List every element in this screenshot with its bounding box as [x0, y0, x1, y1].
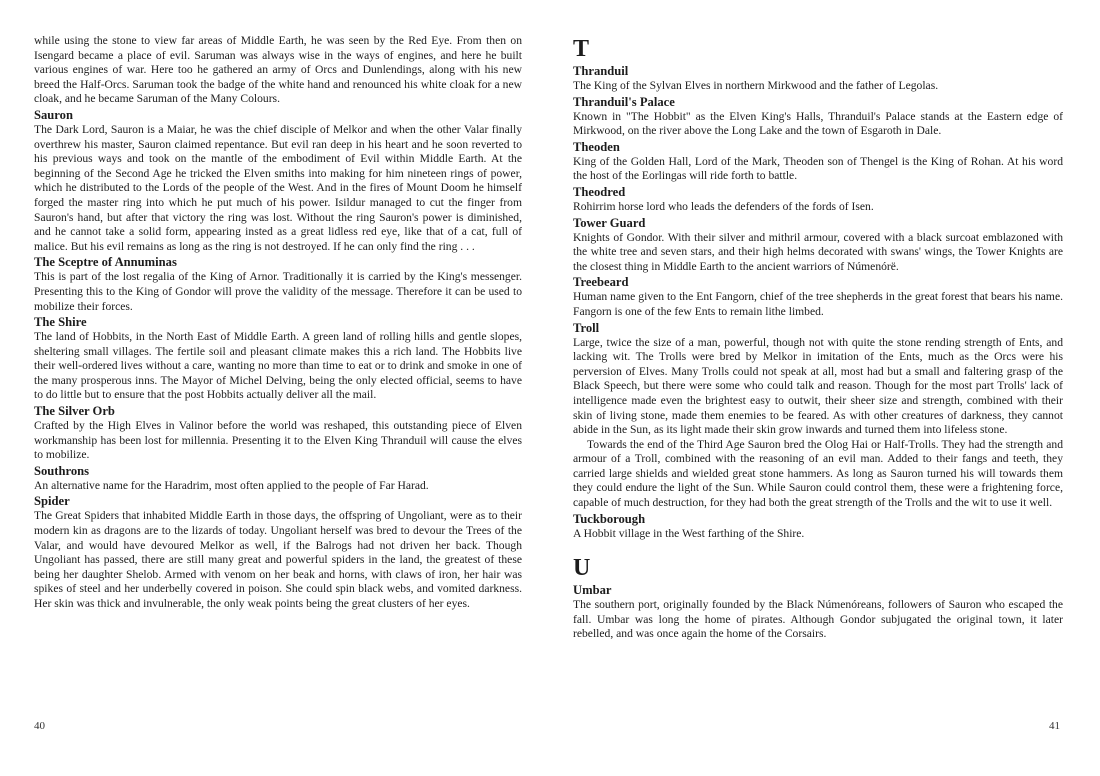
section-letter-t: T: [573, 36, 590, 62]
entry-paragraph: The land of Hobbits, in the North East of Middle Earth. A green land of rolling hills and gentle slopes, sheltering small villages. The fertile soil and pleasant climate makes this a rich land. The Hobbits live their well-ordered lives without a care, wanting no more than time to eat or to drink and smoke in one of the many prosperous inns. The Mayor of Michel Delving, being the only elected official, seems to have to do little but to ensure that the post Hobbits actually deliver all the mail.: [34, 330, 522, 402]
entry-body: [573, 79, 1063, 94]
entry-body: [573, 598, 1063, 642]
right-page: [573, 0, 1063, 776]
entry-tuckborough: [573, 512, 1063, 542]
entries-t: [573, 64, 1063, 541]
entry-theoden: [573, 140, 1063, 184]
entry-southrons: [34, 464, 522, 494]
entry-title: Umbar: [573, 583, 612, 598]
entry-the-shire: [34, 315, 522, 403]
entry-title: Spider: [34, 494, 70, 509]
entry-title: Thranduil's Palace: [573, 94, 675, 109]
entry-title: The Sceptre of Annuminas: [34, 255, 177, 270]
entry-body: [34, 123, 522, 254]
entry-body: [573, 290, 1063, 319]
left-entries: [34, 108, 522, 612]
entry-body: [34, 419, 522, 463]
intro-paragraph: [34, 34, 522, 107]
page-number-right: 41: [1049, 720, 1060, 732]
entry-paragraph: King of the Golden Hall, Lord of the Mark, Theoden son of Thengel is the King of Rohan. At his word the host of the Eorlingas will ride forth to battle.: [573, 154, 1063, 183]
entry-paragraph: The Dark Lord, Sauron is a Maiar, he was the chief disciple of Melkor and when the other Valar finally overthrew his master, Sauron claimed repentance. But evil ran deep in his heart and he soon reverted to his previous ways and took on the mantle of the embodiment of Evil within Middle Earth. At the beginning of the Second Age he tricked the Elven smiths into making for him nineteen rings of power, which he distributed to the Lords of the people of the West. And in the fires of Mount Doom he himself forged the master ring into which he put much of his power. Isildur managed to cut the finger from Sauron's hand, but after that victory the ring was lost. Without the ring Sauron's power is diminished, and he cannot take a solid form, appearing insted as a great lidless red eye, like that of a cat, full of malice. But his evil remains as long as the ring is not destroyed. If he can only find the ring . . .: [34, 122, 522, 253]
entry-body: [34, 330, 522, 403]
entry-title: Theoden: [573, 139, 620, 154]
entry-paragraph: Towards the end of the Third Age Sauron bred the Olog Hai or Half-Trolls. They had the strength and armour of a Troll, combined with the reasoning of an evil man. Added to their fangs and teeth, they carried large shields and wielded great stone hammers. As long as Sauron turned his will towards them they could endure the light of the Sun. While Sauron could control them, these were a frightening force, capable of much destruction, for they had both the great strength of the Trolls and the wit to use it well.: [573, 437, 1063, 510]
entry-spider: [34, 494, 522, 611]
entry-body: [34, 479, 522, 494]
entry-title: The Silver Orb: [34, 404, 115, 419]
entry-title: Treebeard: [573, 275, 629, 290]
entry-title: The Shire: [34, 315, 87, 330]
left-page: [34, 0, 522, 776]
entry-title: Tuckborough: [573, 511, 646, 526]
entry-the-silver-orb: [34, 404, 522, 463]
entry-paragraph: Knights of Gondor. With their silver and mithril armour, covered with a black surcoat emblazoned with the white tree and seven stars, and their high helms decorated with swans' wings, the Tower Knights are the closest thing in Middle Earth to the ancient warriors of Númenórë.: [573, 230, 1063, 273]
entry-paragraph: A Hobbit village in the West farthing of the Shire.: [573, 526, 805, 540]
entry-paragraph: This is part of the lost regalia of the King of Arnor. Traditionally it is carried by the King's messenger. Presenting this to the King of Gondor will prove the validity of the message. Therefore it can be used to mobilize their forces.: [34, 270, 522, 313]
entry-body: [573, 155, 1063, 184]
entry-troll: [573, 321, 1063, 511]
entry-paragraph: The southern port, originally founded by the Black Númenóreans, followers of Sauron who escaped the fall. Umbar was long the home of pirates. Although Gondor subjugated the original town, it later rebelled, and was once again the home of the Corsairs.: [573, 598, 1063, 641]
entry-tower-guard: [573, 216, 1063, 275]
entry-paragraph: The King of the Sylvan Elves in northern Mirkwood and the father of Legolas.: [573, 79, 939, 92]
entry-paragraph: The Great Spiders that inhabited Middle Earth in those days, the offspring of Ungoliant, were as to their modern kin as dragons are to the lizards of today. Ungoliant herself was bred to devour the Trees of the Valar, and would have devoured Melkor as well, if the Balrogs had not driven her back. Though Ungoliant has passed, there are still many great and powerful spiders in the land, the greatest of these being her daughter Shelob. Armed with venom on her beak and horns, with claws of iron, her hair was spikes of steel and her underbelly covered in poison. She could spin black webs, and vomited darkness. Her skin was thick and invulnerable, the only weak points being the great clusters of her eyes.: [34, 509, 522, 610]
entry-paragraph: Known in "The Hobbit" as the Elven King's Halls, Thranduil's Palace stands at the Eastern edge of Mirkwood, on the river above the Long Lake and the town of Esgaroth in Dale.: [573, 109, 1063, 138]
entry-sauron: [34, 108, 522, 254]
entry-title: Tower Guard: [573, 215, 646, 230]
entry-umbar: [573, 583, 1063, 642]
entry-paragraph: Large, twice the size of a man, powerful, though not with quite the stone rending strength of Ents, and lacking wit. The Trolls were bred by Melkor in imitation of the Ents, much as the Orcs were his perversion of Elves. Many Trolls could not speak at all, most had but a small and faltering grasp of the Black Speech, but there were some who could talk and reason. Though for the most part Trolls' lack of intelligence made even the brightest easy to outwit, their sheer size and strength, combined with their skin of living stone, made them enemies to be feared. As with other creatures of darkness, they cannot abide in the Sun, as its light made their skin grow inwards and turned them into lifeless stone.: [573, 335, 1063, 437]
entry-title: Thranduil: [573, 64, 629, 78]
entry-title: Troll: [573, 320, 600, 335]
page-number-left: 40: [34, 720, 45, 732]
section-letter-u: U: [573, 555, 591, 582]
entry-title: Southrons: [34, 463, 90, 478]
entry-title: Theodred: [573, 184, 626, 199]
entry-paragraph: Rohirrim horse lord who leads the defenders of the fords of Isen.: [573, 199, 874, 213]
entry-body: [573, 200, 1063, 215]
entry-body: [573, 110, 1063, 139]
entry-thranduil: [573, 64, 1063, 94]
entry-body: [573, 336, 1063, 511]
entry-body: [34, 270, 522, 314]
entry-body: [34, 509, 522, 611]
entry-title: Sauron: [34, 107, 73, 122]
entry-paragraph: Human name given to the Ent Fangorn, chief of the tree shepherds in the great forest that bears his name. Fangorn is one of the few Ents to remain lithe limbed.: [573, 290, 1063, 318]
right-column: [573, 36, 1063, 642]
entry-body: [573, 231, 1063, 275]
entry-the-sceptre-of-annuminas: [34, 255, 522, 314]
entry-theodred: [573, 185, 1063, 215]
entry-thranduil-s-palace: [573, 95, 1063, 139]
entry-paragraph: Crafted by the High Elves in Valinor before the world was reshaped, this outstanding piece of Elven workmanship has been lost for millennia. Presenting it to the Elven King Thranduil will cause the elves to mobilize.: [34, 419, 522, 462]
entries-u: [573, 583, 1063, 642]
intro-text: while using the stone to view far areas of Middle Earth, he was seen by the Red Eye. From then on Isengard became a place of evil. Saruman was always wise in the ways of engines, and here he built various engines of war. Here too he gathered an army of Orcs and Dunlendings, along with his new breed the Half-Orcs. Saruman took the badge of the white hand and renounced his white cloak for a new cloak, and he became Saruman of the Many Colours.: [34, 34, 522, 106]
entry-body: [573, 527, 1063, 542]
entry-paragraph: An alternative name for the Haradrim, most often applied to the people of Far Harad.: [34, 478, 429, 492]
entry-treebeard: [573, 275, 1063, 319]
left-column: [34, 34, 522, 612]
